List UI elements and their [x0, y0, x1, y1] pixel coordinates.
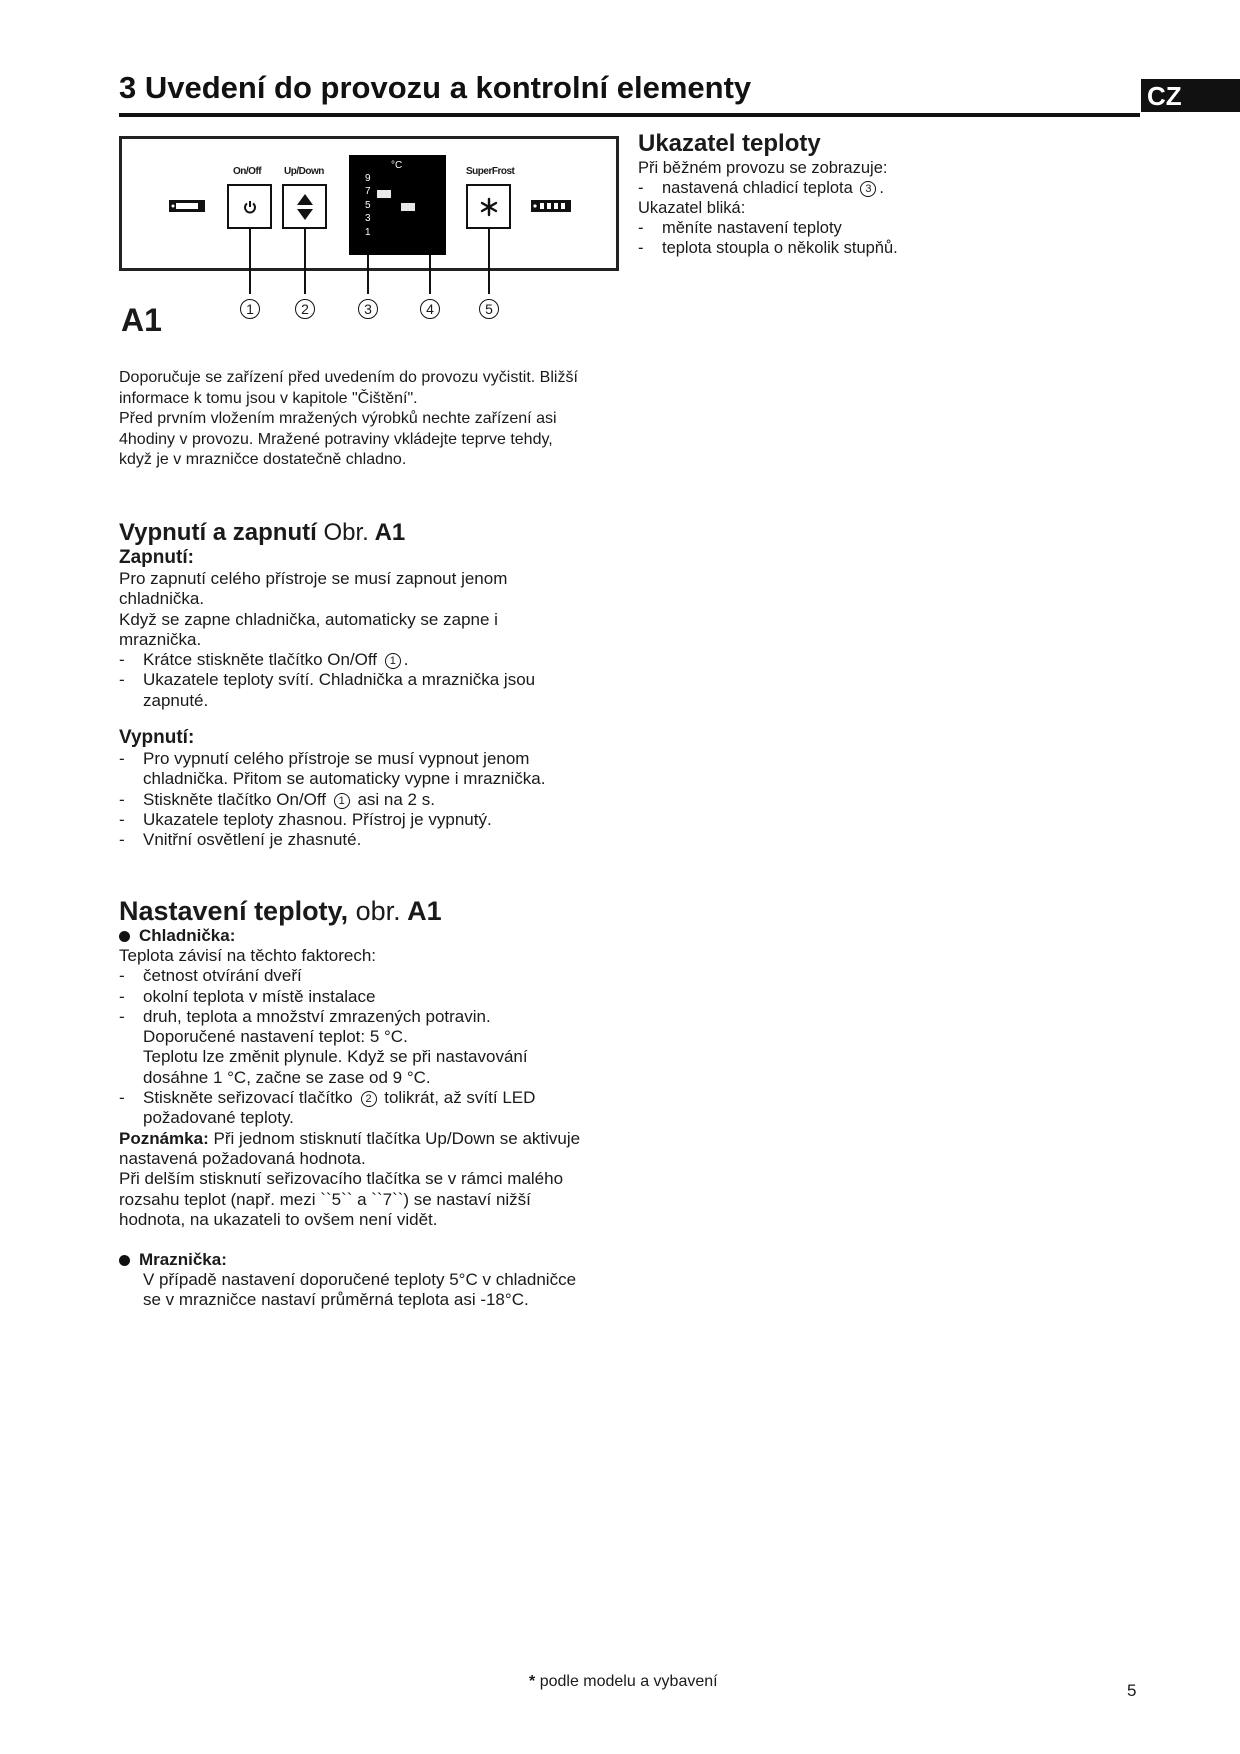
up-down-arrows-icon: [296, 193, 314, 221]
indicator-item: - nastavená chladicí teplota 3 .: [638, 179, 884, 197]
list-item: - Stiskněte tlačítko On/Off 1 asi na 2 s.: [119, 789, 435, 809]
list-item: - Vnitřní osvětlení je zhasnuté.: [119, 830, 362, 850]
note: Poznámka: Při jednom stisknutí tlačítka Up/Down se aktivuje: [119, 1128, 581, 1148]
figure-label: A1: [121, 302, 162, 338]
callout-ref: 3: [860, 181, 876, 197]
subsection-title: Chladnička:: [119, 926, 639, 946]
scale-mark: 3: [365, 213, 371, 225]
chapter-title: 3 Uvedení do provozu a kontrolní elementy: [119, 70, 752, 105]
indicator-title: Ukazatel teploty: [638, 130, 821, 157]
subsection-title: Vypnutí:: [119, 727, 195, 749]
indicator-line: Ukazatel bliká:: [638, 199, 746, 217]
callout-line: [304, 229, 306, 294]
onoff-section: Vypnutí a zapnutí Obr. A1 Zapnutí: Pro zapnutí celého přístroje se musí zapnout jenom chladnička. Když se zapne chladnička, automaticky se zapne i mraznička. - Krátce stiskněte tlačítko On/Off 1 . - Ukazatele teploty svítí. Chladnička a mraznička jsou zapnuté. Vypnutí: - Pro vypnutí celého přístroje se musí vypnout jenom chladnička. Přitom se automaticky vypne i mraznička. - Stiskněte tlačítko On/Off 1 asi na 2 s. - Ukazatele teploty zhasnou. Přístroj je vypnutý. - Vnitřní osvětlení je zhasnuté.: [119, 519, 639, 851]
list-item: - Stiskněte seřizovací tlačítko 2 tolikrát, až svítí LED požadované teploty.: [119, 1088, 536, 1128]
indicator-item: - teplota stoupla o několik stupňů.: [638, 239, 898, 257]
footer-note: * podle modelu a vybavení: [529, 1673, 718, 1690]
updown-label: Up/Down: [284, 166, 324, 177]
onoff-label: On/Off: [233, 166, 262, 177]
callout-line: [429, 255, 431, 294]
list-item: - četnost otvírání dveří: [119, 966, 302, 986]
list-item: - Ukazatele teploty zhasnou. Přístroj je vypnutý.: [119, 809, 492, 829]
temperature-scale: [365, 172, 371, 239]
updown-button[interactable]: [282, 184, 327, 229]
indicator-section: [638, 130, 1198, 258]
callout-number: 5: [479, 299, 499, 319]
superfrost-label: SuperFrost: [466, 166, 515, 177]
list-item: - okolní teplota v místě instalace: [119, 986, 376, 1006]
bullet-icon: [119, 1255, 130, 1266]
power-icon: [243, 200, 257, 214]
callout-number: 2: [295, 299, 315, 319]
list-item: - Pro vypnutí celého přístroje se musí vypnout jenom chladnička. Přitom se automaticky vypne i mraznička.: [119, 749, 546, 789]
scale-mark: 5: [365, 199, 371, 211]
subsection-title: Mraznička:: [119, 1250, 639, 1270]
superfrost-button[interactable]: [466, 184, 511, 229]
intro-paragraph: Doporučuje se zařízení před uvedením do provozu vyčistit. Bližší informace k tomu jsou v kapitole "Čištění". Před prvním vložením mražených výrobků nechte zařízení asi 4hodiny v provozu. Mražené potraviny vkládejte teprve tehdy, když je v mrazničce dostatečně chladno.: [119, 369, 578, 469]
indicator-line: Při běžném provozu se zobrazuje:: [638, 159, 888, 177]
list-item: - Ukazatele teploty svítí. Chladnička a mraznička jsou zapnuté.: [119, 670, 536, 710]
subsection-title: Zapnutí:: [119, 547, 194, 568]
callout-line: [249, 229, 251, 294]
callout-line: [488, 229, 490, 294]
onoff-button[interactable]: [227, 184, 272, 229]
callout-line: [367, 255, 369, 294]
scale-mark: 7: [365, 186, 371, 198]
callout-ref: 2: [361, 1091, 377, 1107]
section-title: Nastavení teploty, obr. A1: [119, 896, 442, 926]
bullet-icon: [119, 931, 130, 942]
list-item: - Krátce stiskněte tlačítko On/Off 1 .: [119, 650, 409, 670]
callout-number: 1: [240, 299, 260, 319]
callout-number: 3: [358, 299, 378, 319]
snowflake-icon: [479, 197, 499, 217]
indicator-item: - měníte nastavení teploty: [638, 219, 842, 237]
scale-mark: 1: [365, 226, 371, 238]
callout-ref: 1: [385, 653, 401, 669]
page-number: 5: [1127, 1681, 1137, 1700]
list-item: - druh, teplota a množství zmrazených potravin. Doporučené nastavení teplot: 5 °C. Teplotu lze změnit plynule. Když se při nastavování dosáhne 1 °C, začne se zase od 9 °C.: [119, 1006, 528, 1087]
language-badge: CZ: [1141, 79, 1240, 112]
section-title: Vypnutí a zapnutí Obr. A1: [119, 519, 406, 546]
indicator-led: [401, 203, 415, 211]
temperature-section: Nastavení teploty, obr. A1 Chladnička: Teplota závisí na těchto faktorech: - četnost otvírání dveří - okolní teplota v místě instalace - druh, teplota a množství zmrazených potravin. Doporučené nastavení teplot: 5 °C. Teplotu lze změnit plynule. Když se při nastavování dosáhne 1 °C, začne se zase od 9 °C. - Stiskněte seřizovací tlačítko 2 tolikrát, až svítí LED požadované teploty. Poznámka: Při jednom stisknutí tlačítka Up/Down se aktivuje nastavená požadovaná hodnota. Při delším stisknutí seřizovacího tlačítka se v rámci malého rozsahu teplot (např. mezi ``5`` a ``7``) se nastaví nižší hodnota, na ukazateli to ovšem není vidět. Mraznička: V případě nastavení doporučené teploty 5°C v chladničce se v mrazničce nastaví průměrná teplota asi -18°C.: [119, 896, 639, 1311]
scale-mark: 9: [365, 173, 371, 184]
callout-number: 4: [420, 299, 440, 319]
callout-ref: 1: [334, 793, 350, 809]
header-rule: [119, 113, 1140, 117]
light-icon: [168, 199, 206, 218]
light-indicator-icon: [530, 199, 572, 218]
temperature-led: [377, 190, 391, 198]
display-unit: °C: [391, 160, 403, 171]
